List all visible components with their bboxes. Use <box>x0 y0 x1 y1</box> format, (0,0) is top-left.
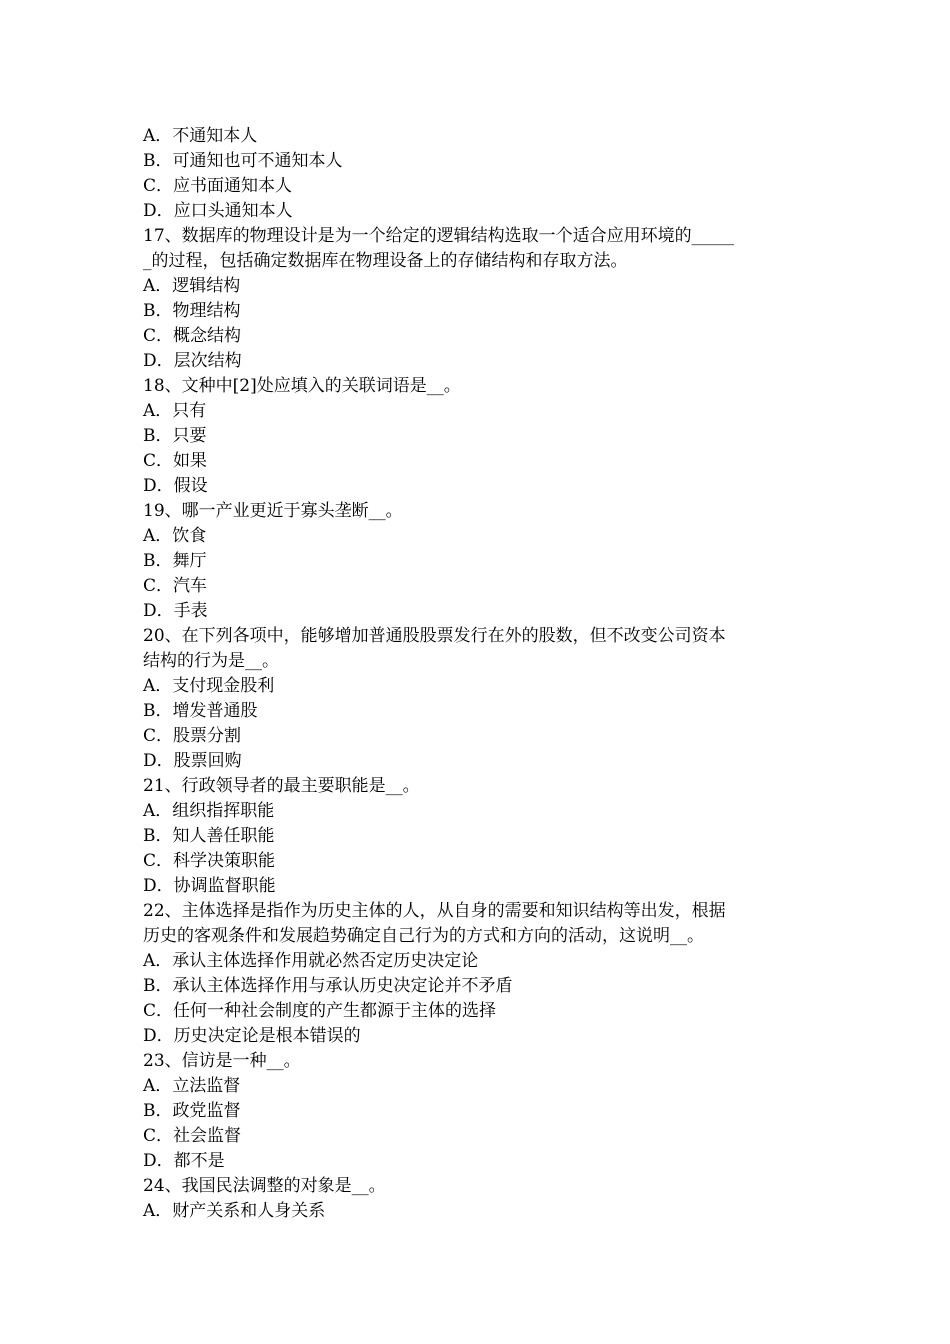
option-b: B．舞厅 <box>143 551 207 571</box>
question-18: 18、文种中[2]处应填入的关联词语是__。 <box>143 376 461 396</box>
option-a: A．承认主体选择作用就必然否定历史决定论 <box>143 951 479 971</box>
option-d: D．股票回购 <box>143 751 242 771</box>
option-a: A．立法监督 <box>143 1076 241 1096</box>
option-c: C．社会监督 <box>143 1126 242 1146</box>
question-20-line-2: 结构的行为是__。 <box>143 651 279 671</box>
option-a: A．组织指挥职能 <box>143 801 275 821</box>
option-b: B．知人善任职能 <box>143 826 275 846</box>
option-d: D．手表 <box>143 601 208 621</box>
option-b: B．增发普通股 <box>143 701 258 721</box>
option-c: C．如果 <box>143 451 208 471</box>
option-d: D．都不是 <box>143 1151 225 1171</box>
option-c: C．股票分割 <box>143 726 242 746</box>
question-24: 24、我国民法调整的对象是__。 <box>143 1176 386 1196</box>
question-17-line-2: _的过程，包括确定数据库在物理设备上的存储结构和存取方法。 <box>143 251 628 271</box>
option-c: C．应书面通知本人 <box>143 176 293 196</box>
option-d: D．层次结构 <box>143 351 242 371</box>
option-d: D．协调监督职能 <box>143 876 276 896</box>
question-22-line-1: 22、主体选择是指作为历史主体的人，从自身的需要和知识结构等出发，根据 <box>143 901 726 921</box>
option-a: A．不通知本人 <box>143 126 258 146</box>
option-b: B．政党监督 <box>143 1101 241 1121</box>
question-19: 19、哪一产业更近于寡头垄断__。 <box>143 501 403 521</box>
option-a: A．逻辑结构 <box>143 276 241 296</box>
question-22-line-2: 历史的客观条件和发展趋势确定自己行为的方式和方向的活动，这说明__。 <box>143 926 704 946</box>
option-d: D．历史决定论是根本错误的 <box>143 1026 361 1046</box>
option-a: A．饮食 <box>143 526 207 546</box>
option-a: A．支付现金股利 <box>143 676 275 696</box>
question-23: 23、信访是一种__。 <box>143 1051 301 1071</box>
option-d: D．假设 <box>143 476 208 496</box>
option-b: B．物理结构 <box>143 301 241 321</box>
option-b: B．只要 <box>143 426 207 446</box>
option-a: A．只有 <box>143 401 207 421</box>
question-20-line-1: 20、在下列各项中，能够增加普通股股票发行在外的股数，但不改变公司资本 <box>143 626 726 646</box>
option-d: D．应口头通知本人 <box>143 201 293 221</box>
option-c: C．任何一种社会制度的产生都源于主体的选择 <box>143 1001 497 1021</box>
option-b: B．可通知也可不通知本人 <box>143 151 343 171</box>
question-17-line-1: 17、数据库的物理设计是为一个给定的逻辑结构选取一个适合应用环境的_____ <box>143 226 735 246</box>
question-21: 21、行政领导者的最主要职能是__。 <box>143 776 420 796</box>
document-page <box>143 124 807 1224</box>
option-a: A．财产关系和人身关系 <box>143 1201 326 1221</box>
option-c: C．科学决策职能 <box>143 851 276 871</box>
option-c: C．汽车 <box>143 576 208 596</box>
option-c: C．概念结构 <box>143 326 242 346</box>
option-b: B．承认主体选择作用与承认历史决定论并不矛盾 <box>143 976 513 996</box>
